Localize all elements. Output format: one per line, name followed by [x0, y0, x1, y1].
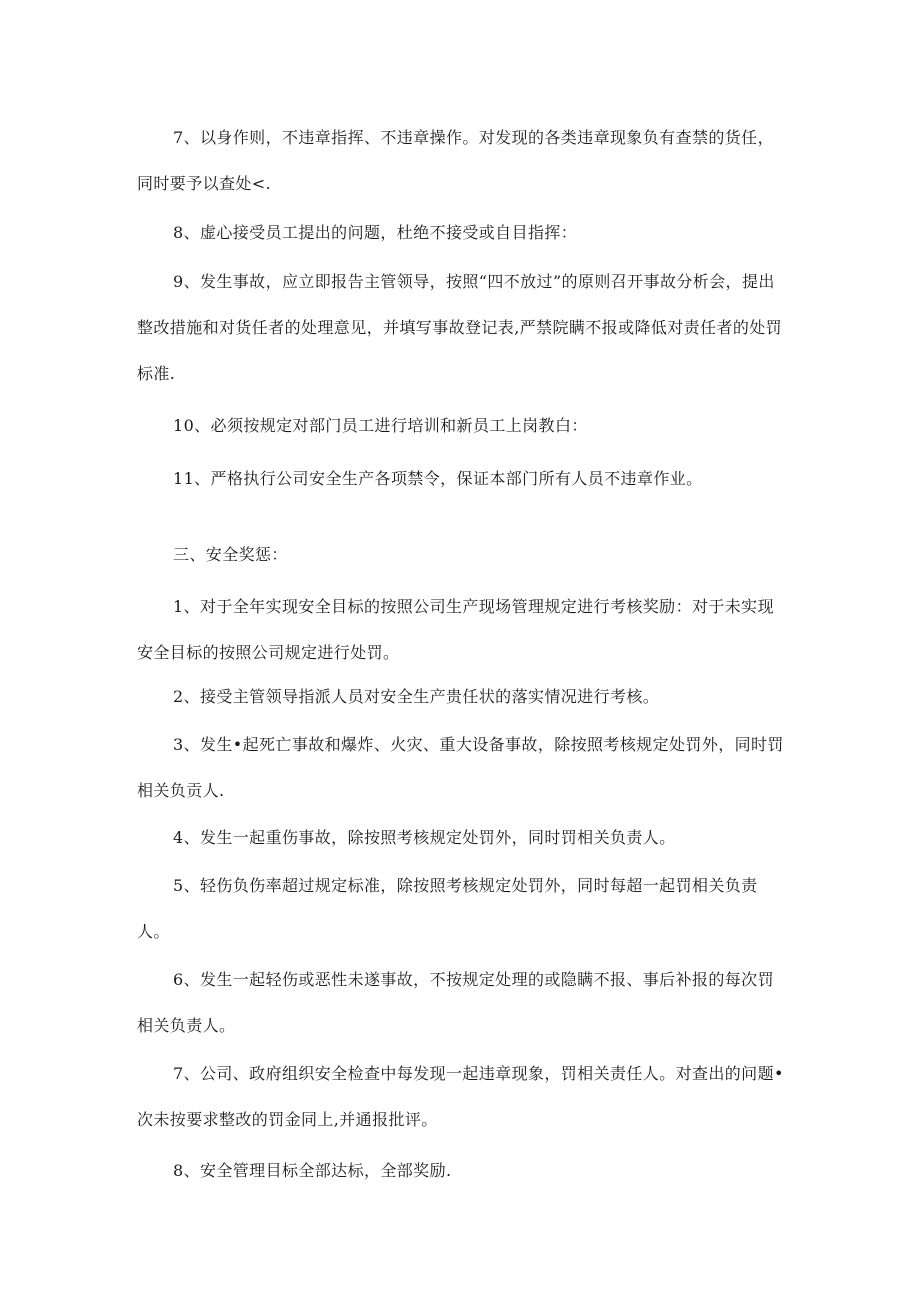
- duty-item-11: 11、严格执行公司安全生产各项禁令，保证本部门所有人员不违章作业。: [173, 469, 703, 488]
- reward-item-4: 4、发生一起重伤事故，除按照考核规定处罚外，同时罚相关负责人。: [173, 828, 676, 847]
- duty-item-9: 9、发生事故，应立即报告主管领导，按照“四不放过”的原则召开事故分析会，提出整改措施和对货任者的处理意见，并填写事故登记表,严禁院瞒不报或降低对责任者的处罚标准.: [137, 272, 783, 383]
- duty-item-10: 10、必须按规定对部门员工进行培训和新员工上岗教白：: [173, 416, 588, 435]
- duty-item-7: 7、以身作则，不违章指挥、不违章操作。对发现的各类违章现象负有查禁的货任，同时要予以查处<.: [137, 128, 774, 193]
- reward-item-8: 8、安全管理目标全部达标，全部奖励.: [173, 1161, 452, 1180]
- section-title-rewards: 三、安全奖惩：: [173, 545, 288, 564]
- duty-item-8: 8、虚心接受员工提出的问题，杜绝不接受或自目指挥：: [173, 223, 578, 242]
- reward-item-1: 1、对于全年实现安全目标的按照公司生产现场管理规定进行考核奖励：对于未实现安全目标的按照公司规定进行处罚。: [137, 597, 774, 662]
- reward-item-5: 5、轻伤负伤率超过规定标准，除按照考核规定处罚外，同时每超一起罚相关负责人。: [137, 876, 758, 941]
- reward-item-3: 3、发生•起死亡事故和爆炸、火灾、重大设备事故，除按照考核规定处罚外，同时罚相关负贡人.: [137, 735, 784, 800]
- reward-item-6: 6、发生一起轻伤或恶性未遂事故，不按规定处理的或隐瞒不报、事后补报的每次罚相关负责人。: [137, 970, 774, 1035]
- reward-item-2: 2、接受主管领导指派人员对安全生产贵任状的落实情况进行考核。: [173, 687, 660, 706]
- reward-item-7: 7、公司、政府组织安全检查中每发现一起违章现象，罚相关责任人。对查出的问题•次未按要求整改的罚金同上,并通报批评。: [137, 1064, 784, 1129]
